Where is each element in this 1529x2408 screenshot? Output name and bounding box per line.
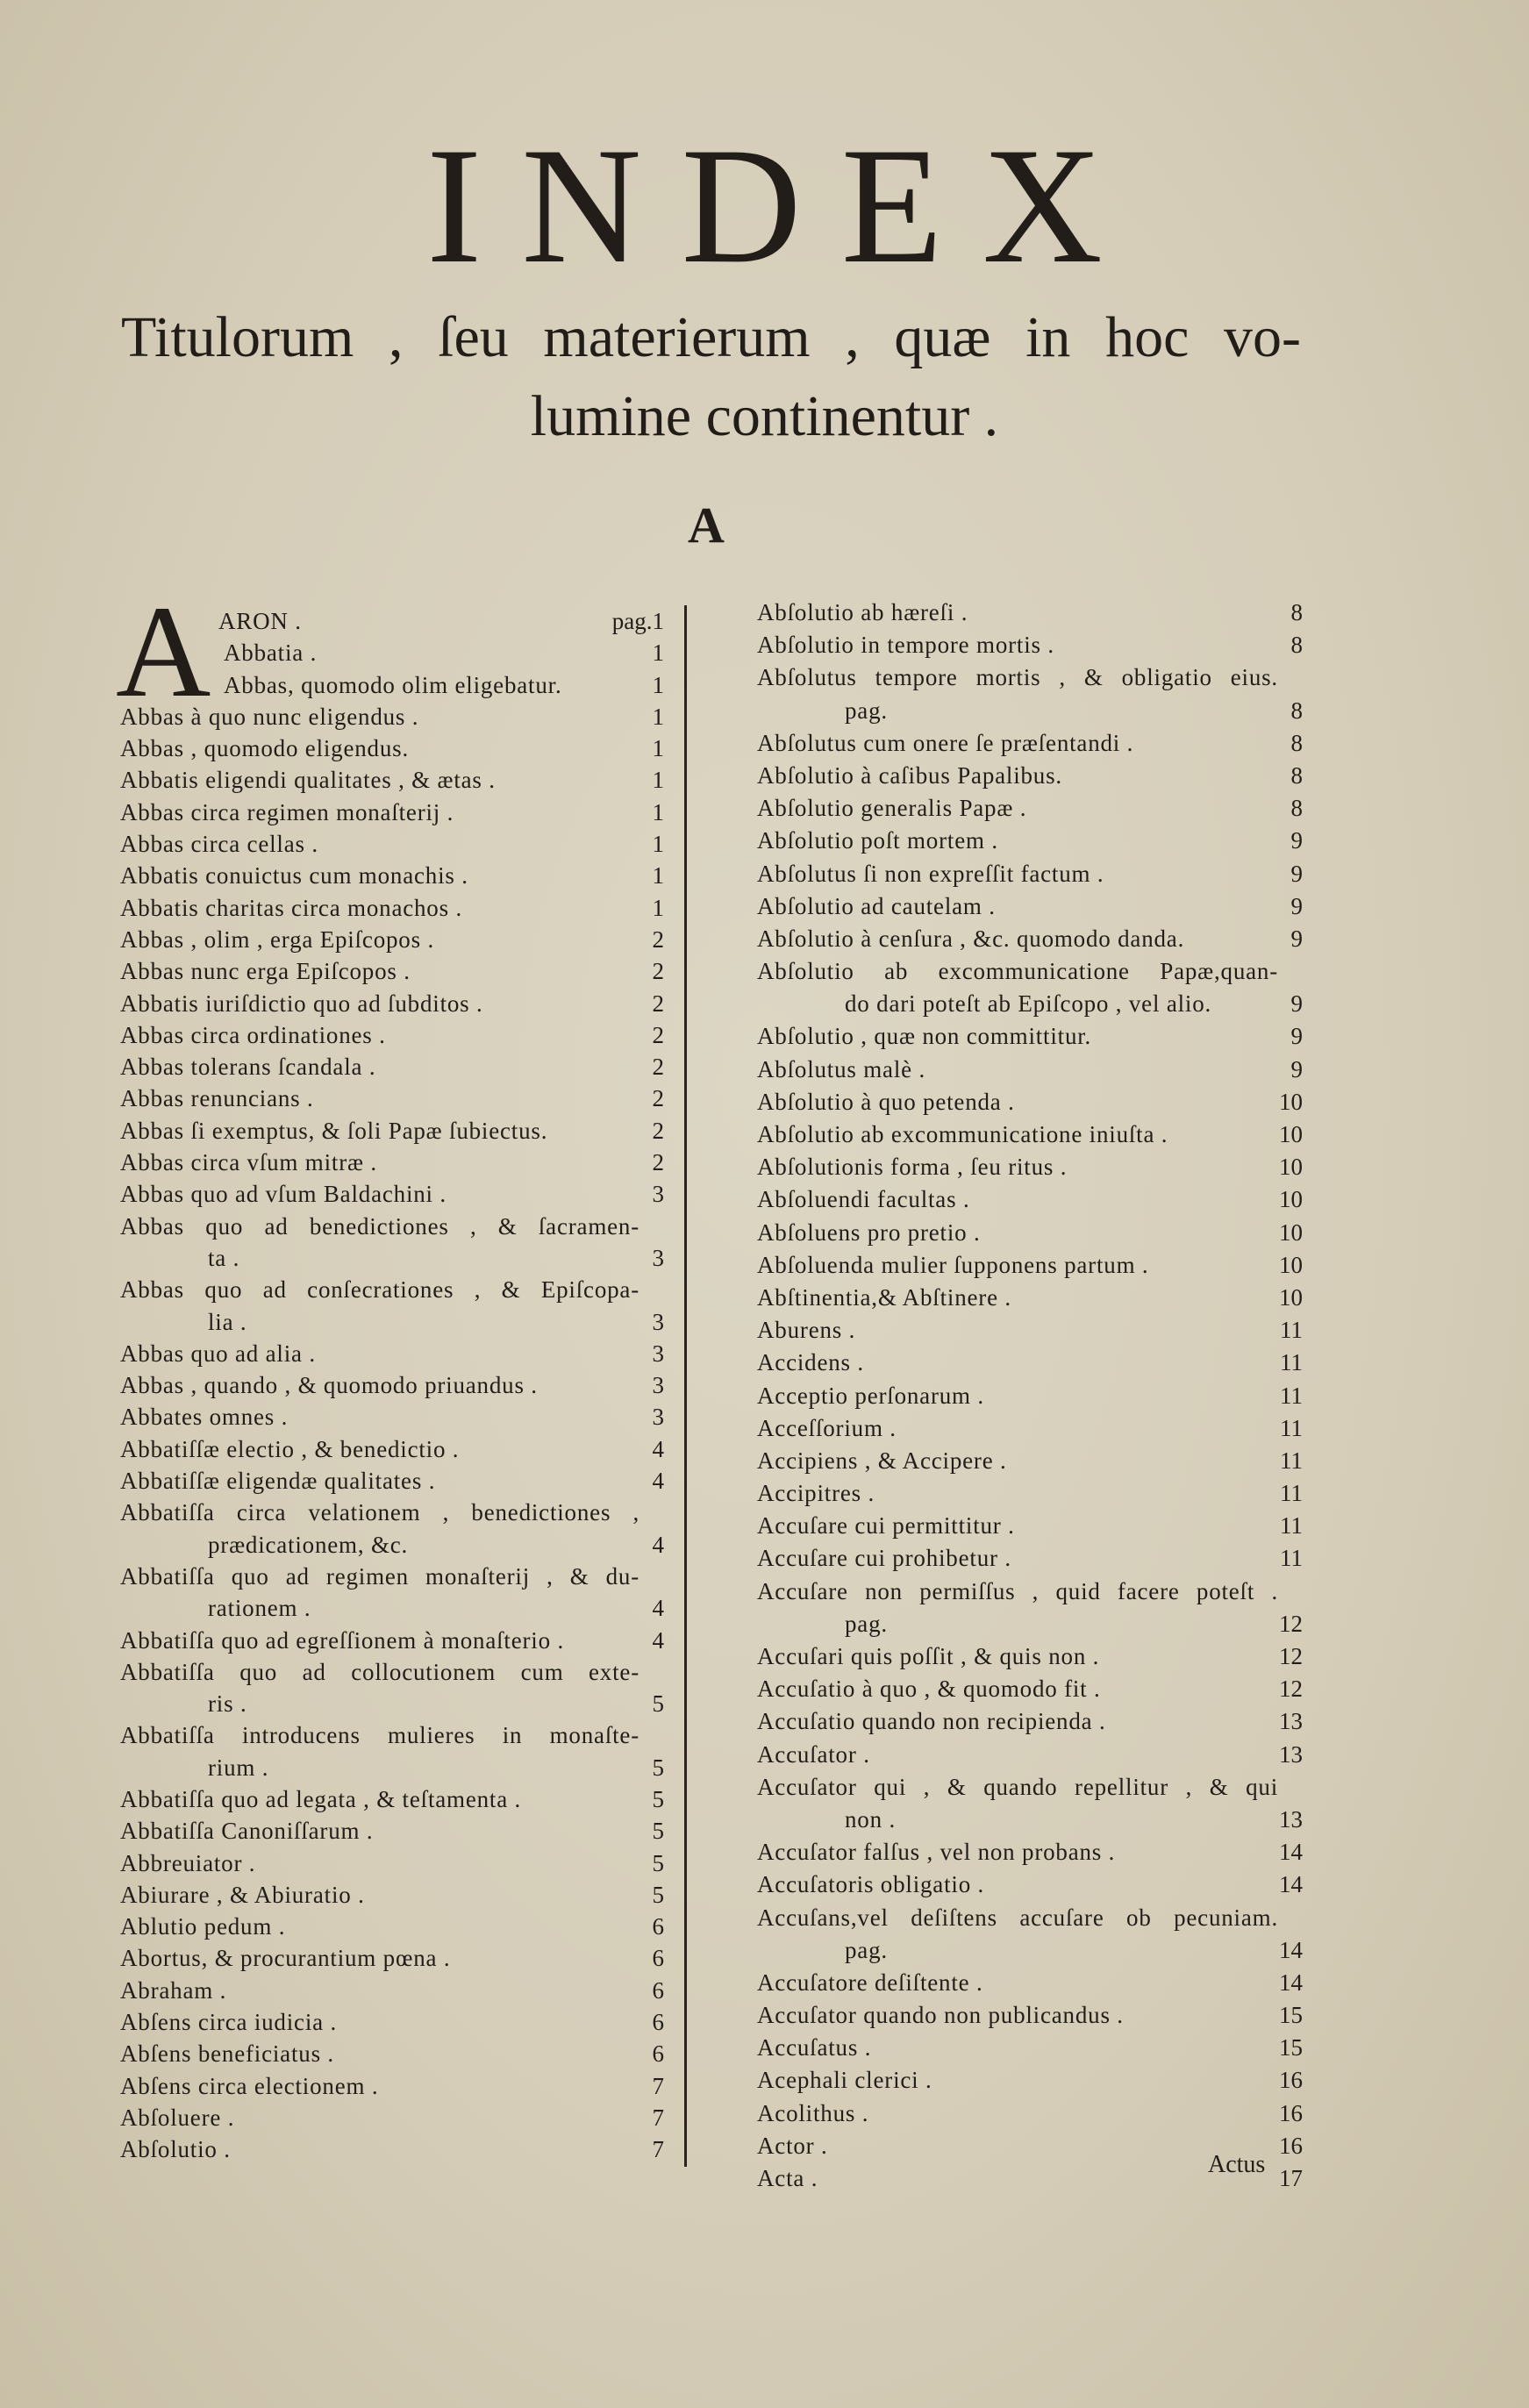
index-entry bbox=[120, 732, 664, 764]
entry-page: 4 bbox=[652, 1626, 664, 1654]
entry-page: pag.1 bbox=[611, 608, 664, 634]
entry-page: 12 bbox=[1279, 1676, 1303, 1703]
entry-page: 13 bbox=[1279, 1805, 1303, 1833]
entry-page: 11 bbox=[1280, 1447, 1303, 1474]
entry-text: Acephali clerici . bbox=[757, 2067, 932, 2094]
entry-page: 3 bbox=[652, 1308, 664, 1335]
entry-page: 6 bbox=[652, 2009, 664, 2036]
entry-text: Accuſari quis poſſit , & quis non . bbox=[757, 1643, 1100, 1669]
entry-text: Abſolutio ab excommunicatione Papæ,quan- bbox=[757, 958, 1278, 985]
index-entry bbox=[757, 2032, 1303, 2064]
index-entry bbox=[120, 1879, 664, 1911]
index-entry bbox=[120, 1815, 664, 1847]
index-title: INDEX bbox=[426, 114, 1142, 298]
entry-text: Abſoluere . bbox=[120, 2104, 235, 2131]
index-entry bbox=[757, 1347, 1303, 1379]
entry-text: Abbates omnes . bbox=[120, 1404, 289, 1431]
entry-page: 2 bbox=[652, 925, 664, 953]
entry-text: Abſens circa iudicia . bbox=[120, 2009, 338, 2036]
index-entry bbox=[120, 1656, 664, 1688]
left-index-column bbox=[120, 605, 664, 2166]
index-entry bbox=[120, 1719, 664, 1751]
index-entry bbox=[120, 1274, 664, 1305]
index-entry bbox=[120, 828, 664, 860]
entry-text: Actor . bbox=[757, 2132, 828, 2159]
entry-text: Abſolutio . bbox=[120, 2136, 231, 2163]
entry-page: 2 bbox=[652, 958, 664, 985]
entry-text: Abſens beneficiatus . bbox=[120, 2040, 334, 2068]
entry-page: 8 bbox=[1290, 729, 1303, 756]
index-entry-continuation bbox=[120, 1306, 664, 1338]
entry-text: Abſolutus tempore mortis , & obligatio eius. bbox=[757, 664, 1278, 691]
index-entry bbox=[757, 923, 1303, 955]
entry-text: Abſolutio , quæ non committitur. bbox=[757, 1023, 1092, 1050]
entry-text: Abbas circa vſum mitræ . bbox=[120, 1149, 377, 1176]
index-entry bbox=[757, 629, 1303, 661]
entry-text: Acta . bbox=[757, 2165, 818, 2191]
entry-text: Abiurare , & Abiuratio . bbox=[120, 1881, 365, 1908]
index-entry bbox=[120, 1369, 664, 1401]
index-entry bbox=[757, 760, 1303, 792]
entry-text: Abbatiſſa circa velationem , benedictiones , bbox=[120, 1499, 639, 1526]
entry-page: 3 bbox=[652, 1340, 664, 1367]
entry-text: Accuſator qui , & quando repellitur , & qui bbox=[757, 1773, 1278, 1800]
entry-text: pag. bbox=[845, 1610, 888, 1637]
entry-text: Acceſſorium . bbox=[757, 1414, 897, 1441]
entry-page: 4 bbox=[652, 1595, 664, 1622]
index-entry bbox=[757, 1902, 1303, 1934]
entry-text: Abbas , quomodo eligendus. bbox=[120, 735, 410, 762]
entry-page: 4 bbox=[652, 1435, 664, 1462]
entry-page: 10 bbox=[1279, 1251, 1303, 1278]
entry-text: Abbas , quando , & quomodo priuandus . bbox=[120, 1372, 538, 1399]
entry-text: Accuſare cui prohibetur . bbox=[757, 1545, 1011, 1572]
entry-page: 10 bbox=[1279, 1283, 1303, 1311]
entry-page: 3 bbox=[652, 1181, 664, 1208]
entry-text: Abbatiſſa Canoniſſarum . bbox=[120, 1818, 374, 1845]
index-entry bbox=[120, 1561, 664, 1592]
right-index-column bbox=[757, 597, 1303, 2195]
index-entry bbox=[757, 1869, 1303, 1901]
entry-text: ta . bbox=[208, 1244, 240, 1271]
index-entry bbox=[757, 1020, 1303, 1053]
entry-page: 8 bbox=[1290, 795, 1303, 822]
index-entry bbox=[120, 1338, 664, 1369]
entry-text: Abſens circa electionem . bbox=[120, 2072, 379, 2099]
index-entry bbox=[757, 1445, 1303, 1477]
entry-page: 11 bbox=[1280, 1349, 1303, 1376]
entry-page: 5 bbox=[652, 1881, 664, 1908]
entry-text: Abbas à quo nunc eligendus . bbox=[120, 703, 419, 730]
entry-page: 1 bbox=[652, 671, 664, 698]
index-entry bbox=[757, 1510, 1303, 1542]
index-entry bbox=[120, 1211, 664, 1242]
entry-text: Abbatis conuictus cum monachis . bbox=[120, 862, 468, 890]
catchword: Actus bbox=[1208, 2151, 1266, 2178]
entry-text: Abbas renuncians . bbox=[120, 1085, 314, 1112]
index-entry bbox=[757, 1836, 1303, 1869]
index-entry-continuation bbox=[757, 988, 1303, 1020]
entry-page: 2 bbox=[652, 1021, 664, 1048]
index-entry bbox=[757, 1249, 1303, 1282]
entry-text: Abbatiſſa quo ad collocutionem cum exte- bbox=[120, 1658, 639, 1685]
entry-text: Abſolutio generalis Papæ . bbox=[757, 795, 1027, 822]
entry-text: Abſolutus malè . bbox=[757, 1055, 926, 1083]
index-entry-continuation bbox=[120, 1688, 664, 1719]
index-entry bbox=[757, 1771, 1303, 1804]
entry-page: 16 bbox=[1279, 2132, 1303, 2159]
entry-page: 7 bbox=[652, 2136, 664, 2163]
entry-page: 16 bbox=[1279, 2067, 1303, 2094]
index-entry bbox=[120, 955, 664, 987]
entry-text: Acolithus . bbox=[757, 2099, 869, 2126]
index-entry bbox=[120, 1465, 664, 1497]
entry-text: pag. bbox=[845, 697, 888, 724]
entry-page: 9 bbox=[1290, 1055, 1303, 1083]
entry-page: 1 bbox=[652, 640, 664, 667]
entry-page: 11 bbox=[1280, 1382, 1303, 1409]
entry-text: Abbas quo ad alia . bbox=[120, 1340, 316, 1367]
index-entry bbox=[757, 1380, 1303, 1412]
entry-page: 5 bbox=[652, 1818, 664, 1845]
entry-page: 10 bbox=[1279, 1121, 1303, 1147]
entry-text: Abſoluens pro pretio . bbox=[757, 1218, 981, 1246]
index-entry bbox=[757, 792, 1303, 825]
entry-page: 1 bbox=[652, 894, 664, 921]
index-entry bbox=[120, 988, 664, 1019]
index-entry bbox=[120, 1497, 664, 1528]
index-entry bbox=[757, 597, 1303, 629]
entry-text: Abſolutio poſt mortem . bbox=[757, 827, 998, 854]
entry-text: Accuſare non permiſſus , quid facere poteſt . bbox=[757, 1577, 1278, 1604]
entry-page: 11 bbox=[1280, 1512, 1303, 1540]
entry-text: Abbas circa regimen monaſterij . bbox=[120, 798, 454, 825]
entry-text: Abbatiſſa quo ad egreſſionem à monaſterio . bbox=[120, 1626, 565, 1654]
entry-page: 4 bbox=[652, 1531, 664, 1558]
index-entry bbox=[757, 1151, 1303, 1183]
entry-page: 10 bbox=[1279, 1186, 1303, 1213]
entry-text: Abbreuiator . bbox=[120, 1849, 256, 1876]
index-entry bbox=[120, 797, 664, 828]
index-entry bbox=[757, 1086, 1303, 1118]
entry-page: 9 bbox=[1290, 860, 1303, 887]
index-entry-continuation bbox=[120, 1529, 664, 1561]
index-entry bbox=[120, 1178, 664, 1210]
entry-page: 12 bbox=[1279, 1643, 1303, 1669]
entry-text: non . bbox=[845, 1805, 896, 1833]
entry-page: 6 bbox=[652, 1945, 664, 1972]
index-entry bbox=[757, 1673, 1303, 1705]
entry-page: 16 bbox=[1279, 2099, 1303, 2126]
entry-text: Abſolutio in tempore mortis . bbox=[757, 632, 1054, 659]
entry-text: Accipiens , & Accipere . bbox=[757, 1447, 1007, 1474]
entry-page: 5 bbox=[652, 1849, 664, 1876]
section-letter: A bbox=[688, 497, 725, 554]
entry-text: Abſoluenda mulier ſupponens partum . bbox=[757, 1251, 1149, 1278]
entry-text: Accuſare cui permittitur . bbox=[757, 1512, 1015, 1540]
entry-text: Abbas quo ad vſum Baldachini . bbox=[120, 1181, 447, 1208]
index-entry-continuation bbox=[757, 1608, 1303, 1640]
index-entry bbox=[757, 955, 1303, 988]
index-entry bbox=[120, 701, 664, 732]
entry-page: 9 bbox=[1290, 1023, 1303, 1050]
entry-page: 11 bbox=[1280, 1480, 1303, 1507]
index-entry bbox=[120, 2006, 664, 2038]
subtitle-line-2: lumine continentur . bbox=[530, 384, 999, 448]
index-entry bbox=[757, 1217, 1303, 1249]
index-entry bbox=[757, 1640, 1303, 1673]
entry-page: 9 bbox=[1290, 925, 1303, 952]
entry-page: 9 bbox=[1290, 892, 1303, 919]
entry-text: Aburens . bbox=[757, 1317, 856, 1344]
entry-text: Abſolutionis forma , ſeu ritus . bbox=[757, 1154, 1068, 1181]
entry-text: Abbatia . bbox=[224, 640, 318, 667]
entry-page: 2 bbox=[652, 990, 664, 1017]
entry-text: Abbas tolerans ſcandala . bbox=[120, 1054, 376, 1081]
index-entry-continuation bbox=[757, 1804, 1303, 1836]
entry-text: Abſolutio à cenſura , &c. quomodo danda. bbox=[757, 925, 1185, 952]
entry-page: 3 bbox=[652, 1244, 664, 1271]
entry-page: 2 bbox=[652, 1054, 664, 1081]
entry-page: 10 bbox=[1279, 1154, 1303, 1181]
entry-text: Abbatiſſa quo ad regimen monaſterij , & du- bbox=[120, 1562, 639, 1590]
entry-text: Abſolutio ad cautelam . bbox=[757, 892, 996, 919]
entry-page: 6 bbox=[652, 2040, 664, 2068]
entry-text: Abbas, quomodo olim eligebatur. bbox=[224, 671, 562, 698]
entry-text: pag. bbox=[845, 1936, 888, 1963]
index-entry bbox=[120, 1847, 664, 1879]
entry-text: Abſoluendi facultas . bbox=[757, 1186, 970, 1213]
entry-page: 1 bbox=[652, 862, 664, 890]
entry-page: 15 bbox=[1279, 2034, 1303, 2061]
entry-text: Abbas quo ad conſecrationes , & Epiſcopa- bbox=[120, 1276, 639, 1304]
index-entry bbox=[120, 2070, 664, 2102]
entry-text: Accuſator falſus , vel non probans . bbox=[757, 1839, 1116, 1866]
entry-text: Abſolutus ſi non expreſſit factum . bbox=[757, 860, 1104, 887]
index-entry bbox=[757, 1576, 1303, 1608]
index-entry bbox=[757, 1999, 1303, 2032]
entry-text: Abbas nunc erga Epiſcopos . bbox=[120, 958, 411, 985]
index-entry bbox=[757, 1967, 1303, 1999]
entry-text: Accuſatio à quo , & quomodo fit . bbox=[757, 1676, 1101, 1703]
index-entry bbox=[757, 727, 1303, 760]
entry-text: Accuſatus . bbox=[757, 2034, 872, 2061]
entry-page: 6 bbox=[652, 1976, 664, 2004]
entry-text: rium . bbox=[208, 1754, 269, 1781]
entry-text: Abbatis eligendi qualitates , & ætas . bbox=[120, 767, 496, 794]
index-entry bbox=[120, 1942, 664, 1974]
entry-page: 1 bbox=[652, 798, 664, 825]
index-entry bbox=[757, 2097, 1303, 2130]
entry-text: Accuſans,vel deſiſtens accuſare ob pecuniam. bbox=[757, 1904, 1278, 1931]
entry-page: 1 bbox=[652, 735, 664, 762]
entry-text: Abſolutio à quo petenda . bbox=[757, 1088, 1015, 1115]
entry-text: prædicationem, &c. bbox=[208, 1531, 409, 1558]
subtitle-line-1: Titulorum , ſeu materierum , quæ in hoc vo- bbox=[121, 305, 1301, 369]
index-entry bbox=[757, 858, 1303, 890]
entry-text: Accuſator . bbox=[757, 1740, 870, 1768]
index-entry-continuation bbox=[120, 1752, 664, 1783]
entry-page: 9 bbox=[1290, 990, 1303, 1018]
index-entry bbox=[120, 605, 664, 637]
entry-page: 15 bbox=[1279, 2002, 1303, 2029]
index-entry bbox=[120, 860, 664, 891]
entry-text: Abbas , olim , erga Epiſcopos . bbox=[120, 925, 435, 953]
index-entry-continuation bbox=[757, 695, 1303, 727]
index-entry bbox=[757, 1183, 1303, 1216]
entry-text: Abbatiſſa introducens mulieres in monaſte- bbox=[120, 1722, 639, 1749]
entry-text: ris . bbox=[208, 1690, 247, 1718]
entry-text: Abſolutus cum onere ſe præſentandi . bbox=[757, 729, 1134, 756]
entry-page: 1 bbox=[652, 831, 664, 858]
entry-page: 8 bbox=[1290, 761, 1303, 789]
entry-text: Accidens . bbox=[757, 1349, 864, 1376]
index-entry bbox=[757, 890, 1303, 923]
entry-page: 8 bbox=[1290, 599, 1303, 625]
index-entry bbox=[757, 1054, 1303, 1086]
index-entry bbox=[120, 1115, 664, 1147]
entry-page: 2 bbox=[652, 1085, 664, 1112]
index-entry bbox=[757, 1314, 1303, 1347]
index-entry bbox=[120, 924, 664, 955]
index-entry bbox=[757, 2064, 1303, 2097]
index-entry bbox=[120, 1051, 664, 1083]
entry-text: Abbatis charitas circa monachos . bbox=[120, 894, 463, 921]
column-divider bbox=[684, 605, 687, 2167]
entry-text: Abbas quo ad benedictiones , & ſacramen- bbox=[120, 1212, 639, 1240]
index-entry bbox=[120, 1019, 664, 1051]
entry-page: 1 bbox=[652, 703, 664, 730]
entry-page: 10 bbox=[1279, 1088, 1303, 1115]
entry-text: Abbatis iuriſdictio quo ad ſubditos . bbox=[120, 990, 483, 1017]
entry-text: Acceptio perſonarum . bbox=[757, 1382, 984, 1409]
entry-page: 14 bbox=[1279, 1969, 1303, 1996]
index-entry bbox=[757, 1542, 1303, 1575]
entry-page: 13 bbox=[1279, 1708, 1303, 1735]
entry-text: Abortus, & procurantium pœna . bbox=[120, 1945, 451, 1972]
index-entry-continuation bbox=[120, 1242, 664, 1274]
entry-page: 6 bbox=[652, 1913, 664, 1940]
entry-page: 13 bbox=[1279, 1740, 1303, 1768]
entry-text: rationem . bbox=[208, 1595, 311, 1622]
index-entry-continuation bbox=[757, 1934, 1303, 1967]
entry-text: Abſolutio ab hæreſi . bbox=[757, 599, 968, 625]
entry-page: 5 bbox=[652, 1690, 664, 1718]
index-entry bbox=[120, 1625, 664, 1656]
entry-page: 11 bbox=[1280, 1317, 1303, 1344]
entry-text: Abſtinentia,& Abſtinere . bbox=[757, 1283, 1011, 1311]
index-entry bbox=[757, 1412, 1303, 1445]
entry-text: Accuſatoris obligatio . bbox=[757, 1871, 985, 1898]
entry-page: 7 bbox=[652, 2072, 664, 2099]
entry-text: Accuſatio quando non recipienda . bbox=[757, 1708, 1106, 1735]
entry-page: 5 bbox=[652, 1785, 664, 1812]
entry-text: Abſolutio à caſibus Papalibus. bbox=[757, 761, 1062, 789]
index-entry bbox=[757, 1282, 1303, 1314]
entry-page: 1 bbox=[652, 767, 664, 794]
index-entry bbox=[120, 669, 664, 701]
entry-text: lia . bbox=[208, 1308, 247, 1335]
entry-page: 8 bbox=[1290, 697, 1303, 724]
index-entry bbox=[757, 1477, 1303, 1510]
entry-page: 10 bbox=[1279, 1218, 1303, 1246]
index-entry bbox=[120, 2102, 664, 2133]
index-entry bbox=[757, 1739, 1303, 1771]
entry-page: 9 bbox=[1290, 827, 1303, 854]
entry-text: Abbas circa cellas . bbox=[120, 831, 318, 858]
entry-page: 3 bbox=[652, 1404, 664, 1431]
entry-text: Abraham . bbox=[120, 1976, 227, 2004]
entry-text: Ablutio pedum . bbox=[120, 1913, 286, 1940]
entry-page: 4 bbox=[652, 1468, 664, 1495]
entry-text: ARON . bbox=[218, 608, 302, 634]
index-entry bbox=[757, 1705, 1303, 1738]
entry-page: 2 bbox=[652, 1117, 664, 1144]
entry-page: 11 bbox=[1280, 1545, 1303, 1572]
index-entry bbox=[757, 661, 1303, 694]
index-entry bbox=[120, 1401, 664, 1433]
entry-text: do dari poteſt ab Epiſcopo , vel alio. bbox=[845, 990, 1212, 1018]
index-entry bbox=[120, 1783, 664, 1815]
index-entry bbox=[120, 2038, 664, 2069]
index-entry bbox=[120, 1083, 664, 1114]
entry-page: 17 bbox=[1279, 2165, 1303, 2191]
entry-text: Abbas ſi exemptus, & ſoli Papæ ſubiectus. bbox=[120, 1117, 548, 1144]
entry-page: 3 bbox=[652, 1372, 664, 1399]
entry-text: Accuſator quando non publicandus . bbox=[757, 2002, 1124, 2029]
entry-page: 12 bbox=[1279, 1610, 1303, 1637]
entry-page: 14 bbox=[1279, 1871, 1303, 1898]
index-entry bbox=[120, 1911, 664, 1942]
index-entry bbox=[120, 1975, 664, 2006]
entry-page: 5 bbox=[652, 1754, 664, 1781]
entry-text: Abbas circa ordinationes . bbox=[120, 1021, 386, 1048]
entry-text: Abſolutio ab excommunicatione iniuſta . bbox=[757, 1121, 1168, 1147]
index-entry bbox=[757, 825, 1303, 857]
entry-text: Abbatiſſa quo ad legata , & teſtamenta . bbox=[120, 1785, 522, 1812]
index-entry bbox=[120, 1433, 664, 1465]
entry-text: Abbatiſſæ electio , & benedictio . bbox=[120, 1435, 460, 1462]
entry-text: Accuſatore deſiſtente . bbox=[757, 1969, 983, 1996]
entry-page: 14 bbox=[1279, 1839, 1303, 1866]
entry-text: Accipitres . bbox=[757, 1480, 875, 1507]
index-entry bbox=[120, 637, 664, 668]
entry-page: 8 bbox=[1290, 632, 1303, 659]
entry-page: 11 bbox=[1280, 1414, 1303, 1441]
entry-page: 7 bbox=[652, 2104, 664, 2131]
index-entry-continuation bbox=[120, 1592, 664, 1624]
index-entry bbox=[120, 2133, 664, 2165]
index-entry bbox=[120, 764, 664, 796]
index-entry bbox=[120, 892, 664, 924]
index-entry bbox=[120, 1147, 664, 1178]
drop-cap: A bbox=[116, 579, 211, 725]
index-entry bbox=[757, 1118, 1303, 1151]
entry-page: 14 bbox=[1279, 1936, 1303, 1963]
entry-page: 2 bbox=[652, 1149, 664, 1176]
entry-text: Abbatiſſæ eligendæ qualitates . bbox=[120, 1468, 436, 1495]
